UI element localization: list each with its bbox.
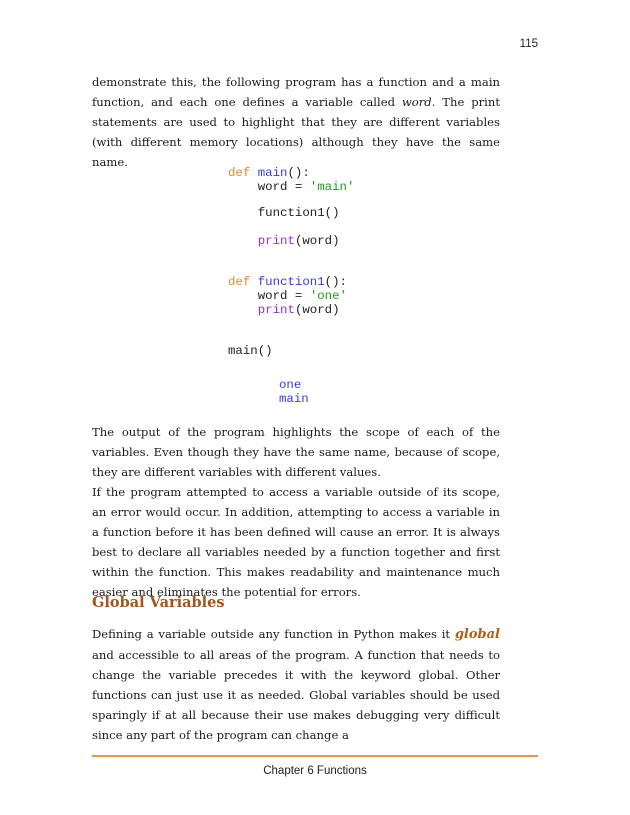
intro-text-start: demonstrate this, the following program has a function and a main function, and each one defines a variable called	[92, 75, 500, 109]
intro-text-end: . The print statements are used to highlight that they are different variables (with different memory locations) although they have the same name.	[92, 95, 500, 169]
output-line-main: main	[279, 392, 309, 406]
main-parens: ():	[287, 166, 310, 180]
code-line-call-function1	[228, 206, 340, 220]
section-heading: Global Variables	[92, 594, 225, 611]
global-keyword: global	[454, 627, 500, 642]
print-builtin: print	[257, 234, 295, 248]
errors-paragraph: If the program attempted to access a variable outside of its scope, an error would occur. In addition, attempting to access a variable in a function before it has been defined will cause an error. It is always best to declare all variables needed by a function together and first within the function. This makes readability and maintenance much easier and eliminates the potential for errors.	[92, 485, 500, 599]
code-line-print-function1	[228, 303, 340, 317]
function1-parens: ():	[324, 275, 347, 289]
code-line-main-call	[228, 344, 273, 358]
print-args: (word)	[294, 234, 340, 248]
one-string: 'one'	[309, 289, 347, 303]
output-line-one: one	[279, 378, 302, 392]
function1-call: function1()	[257, 206, 340, 220]
code-line-def-function1	[228, 275, 347, 289]
print-builtin: print	[257, 303, 295, 317]
intro-paragraph	[92, 72, 500, 172]
footer-chapter: Chapter 6 Functions	[263, 765, 367, 777]
intro-emphasis-word: word	[401, 95, 432, 109]
global-text-end: and accessible to all areas of the program. A function that needs to change the variable precedes it with the keyword global. Other functions can just use it as needed. Global variables should be used sparingly if at all because their use makes debugging very difficult since any part of the program can change a	[92, 648, 500, 742]
scope-paragraph: The output of the program highlights the scope of each of the variables. Even though they have the same name, because of scope, they are different variables with different values.	[92, 425, 500, 479]
page-number: 115	[519, 38, 538, 50]
word-assign: word =	[257, 180, 310, 194]
code-line-word-main	[228, 180, 354, 194]
word-assign: word =	[257, 289, 310, 303]
print-args: (word)	[294, 303, 340, 317]
code-line-def-main	[228, 166, 310, 180]
def-keyword: def	[228, 166, 251, 180]
main-string: 'main'	[309, 180, 355, 194]
code-line-word-one	[228, 289, 347, 303]
global-text-start: Defining a variable outside any function in Python makes it	[92, 627, 455, 641]
code-line-print-main	[228, 234, 340, 248]
footer-rule	[92, 755, 538, 757]
main-function-name: main	[257, 166, 288, 180]
main-call: main()	[228, 344, 273, 358]
global-paragraph	[92, 624, 500, 745]
function1-name: function1	[257, 275, 325, 289]
def-keyword: def	[228, 275, 251, 289]
